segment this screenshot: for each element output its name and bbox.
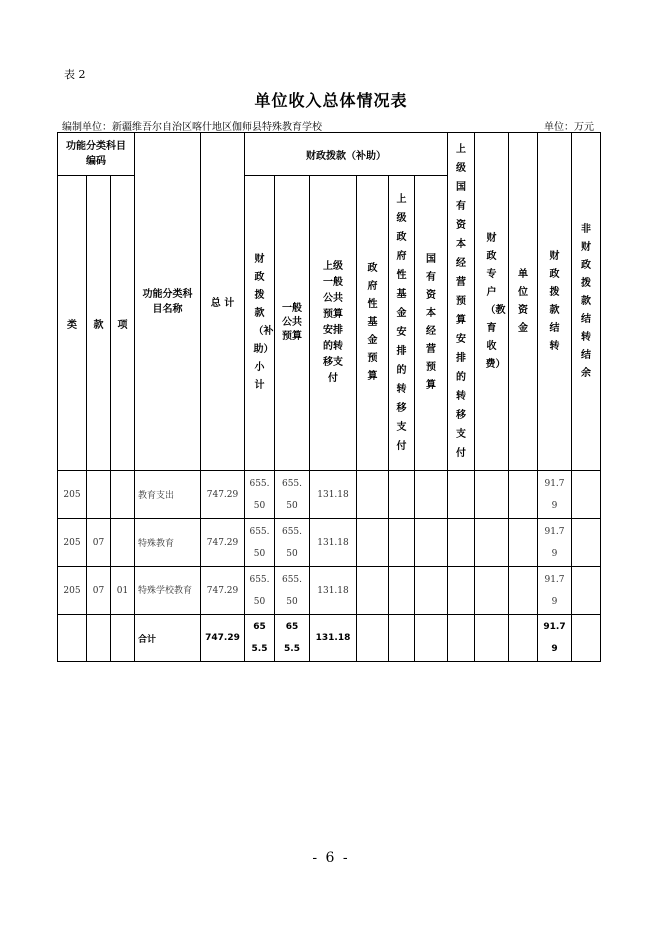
header-gov-fund: 政府性基金预算 xyxy=(357,176,389,471)
table-row xyxy=(58,519,601,567)
cell-total: 747.29 xyxy=(201,471,245,519)
table-row xyxy=(58,471,601,519)
cell-empty xyxy=(357,471,389,519)
header-lei: 类 xyxy=(58,176,87,471)
cell-carry: 91.79 xyxy=(538,519,572,567)
cell-lei: 205 xyxy=(58,567,87,615)
cell-empty xyxy=(475,567,509,615)
total-label: 合计 xyxy=(135,615,201,662)
header-upper-state-capital: 上级国有资本经营预算安排的转移支付 xyxy=(448,133,475,471)
cell-empty xyxy=(475,471,509,519)
cell-upper: 131.18 xyxy=(310,471,357,519)
header-kuan: 款 xyxy=(87,176,111,471)
cell-empty xyxy=(357,615,389,662)
total-general: 655.5 xyxy=(275,615,310,662)
unit-label: 单位：万元 xyxy=(544,122,594,133)
cell-total: 747.29 xyxy=(201,567,245,615)
cell-empty xyxy=(448,567,475,615)
total-subtotal: 655.5 xyxy=(245,615,275,662)
page-number: - 6 - xyxy=(312,850,350,866)
cell-empty xyxy=(415,519,448,567)
table-number: 表 2 xyxy=(64,68,86,81)
total-row xyxy=(58,615,601,662)
cell-empty xyxy=(389,471,415,519)
total-total: 747.29 xyxy=(201,615,245,662)
income-table xyxy=(57,132,601,662)
cell-empty xyxy=(475,519,509,567)
cell-empty xyxy=(448,615,475,662)
cell-name: 特殊教育 xyxy=(135,519,201,567)
cell-empty xyxy=(572,471,601,519)
cell-subtotal: 655.50 xyxy=(245,567,275,615)
cell-kuan: 07 xyxy=(87,567,111,615)
cell-empty xyxy=(509,471,538,519)
total-upper: 131.18 xyxy=(310,615,357,662)
header-upper-transfer: 上级一般公共预算安排的转移支付 xyxy=(310,176,357,471)
cell-empty xyxy=(572,519,601,567)
cell-general: 655.50 xyxy=(275,519,310,567)
header-fiscal-subtotal: 财政拨款（补助）小计 xyxy=(245,176,275,471)
header-general-budget: 一般公共预算 xyxy=(275,176,310,471)
cell-total: 747.29 xyxy=(201,519,245,567)
cell-empty xyxy=(572,615,601,662)
cell-kuan: 07 xyxy=(87,519,111,567)
cell-empty xyxy=(357,519,389,567)
cell-carry: 91.79 xyxy=(538,567,572,615)
cell-empty xyxy=(389,519,415,567)
cell-empty xyxy=(509,519,538,567)
cell-empty xyxy=(448,471,475,519)
cell-empty xyxy=(415,471,448,519)
cell-empty xyxy=(448,519,475,567)
cell-empty xyxy=(389,567,415,615)
cell-carry: 91.79 xyxy=(538,471,572,519)
header-xiang: 项 xyxy=(111,176,135,471)
cell-empty xyxy=(509,615,538,662)
cell-kuan xyxy=(87,471,111,519)
cell-upper: 131.18 xyxy=(310,519,357,567)
cell-name: 教育支出 xyxy=(135,471,201,519)
header-func-name: 功能分类科目名称 xyxy=(135,133,201,471)
cell-name: 特殊学校教育 xyxy=(135,567,201,615)
total-carry: 91.79 xyxy=(538,615,572,662)
cell-empty xyxy=(389,615,415,662)
header-unit-funds: 单位资金 xyxy=(509,133,538,471)
cell-subtotal: 655.50 xyxy=(245,471,275,519)
cell-xiang xyxy=(111,471,135,519)
cell-upper: 131.18 xyxy=(310,567,357,615)
cell-general: 655.50 xyxy=(275,567,310,615)
page-title: 单位收入总体情况表 xyxy=(254,91,408,110)
cell-lei: 205 xyxy=(58,519,87,567)
cell-xiang: 01 xyxy=(111,567,135,615)
cell-subtotal: 655.50 xyxy=(245,519,275,567)
cell-empty xyxy=(357,567,389,615)
cell-lei: 205 xyxy=(58,471,87,519)
header-func-code: 功能分类科目编码 xyxy=(58,133,135,176)
header-upper-gov-fund: 上级政府性基金安排的转移支付 xyxy=(389,176,415,471)
header-state-capital: 国有资本经营预算 xyxy=(415,176,448,471)
table-row xyxy=(58,567,601,615)
cell-empty xyxy=(475,615,509,662)
header-fiscal-carry: 财政拨款结转 xyxy=(538,133,572,471)
organization-label: 编制单位：新疆维吾尔自治区喀什地区伽师县特殊教育学校 xyxy=(62,122,322,133)
cell-empty xyxy=(415,615,448,662)
header-total: 总 计 xyxy=(201,133,245,471)
header-fiscal-group: 财政拨款（补助） xyxy=(245,133,448,176)
header-nonfiscal-carry: 非财政拨款结转结余 xyxy=(572,133,601,471)
cell-xiang xyxy=(111,519,135,567)
cell-empty xyxy=(415,567,448,615)
cell-empty xyxy=(509,567,538,615)
cell-empty xyxy=(111,615,135,662)
cell-empty xyxy=(87,615,111,662)
cell-empty xyxy=(58,615,87,662)
cell-general: 655.50 xyxy=(275,471,310,519)
cell-empty xyxy=(572,567,601,615)
header-fiscal-special: 财政专户（教育收费） xyxy=(475,133,509,471)
